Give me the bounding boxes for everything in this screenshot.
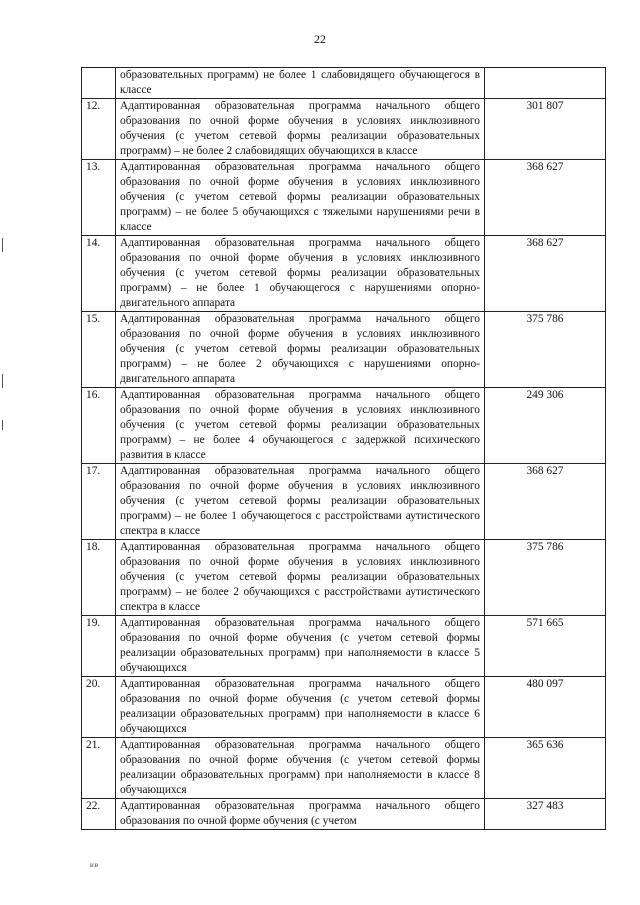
program-description: Адаптированная образовательная программа начального общего образования по очной форме обучения (с учетом сетевой формы реализации образовательных программ) при наполняемости в классе 5 обучающихся: [116, 616, 485, 677]
table-row: [82, 616, 606, 677]
row-number: 20.: [82, 677, 116, 738]
program-description: Адаптированная образовательная программа начального общего образования по очной форме обучения в условиях инклюзивного обучения (с учетом сетевой формы реализации образовательных программ) – не более 4 обучающегося с задержкой психического развития в классе: [116, 388, 485, 464]
amount-value: 249 306: [485, 388, 606, 464]
row-number: 21.: [82, 738, 116, 799]
table-row: [82, 799, 606, 830]
row-number: 13.: [82, 160, 116, 236]
row-number: 14.: [82, 236, 116, 312]
amount-value: 368 627: [485, 464, 606, 540]
scan-edge-mark: [2, 374, 3, 388]
table-row: [82, 99, 606, 160]
row-number: 16.: [82, 388, 116, 464]
scan-edge-mark: [2, 238, 3, 252]
row-number: 19.: [82, 616, 116, 677]
program-description: Адаптированная образовательная программа начального общего образования по очной форме обучения в условиях инклюзивного обучения (с учетом сетевой формы реализации образовательных программ) – не более 2 обучающихся с нарушениями опорно-двигательного аппарата: [116, 312, 485, 388]
program-description: Адаптированная образовательная программа начального общего образования по очной форме обучения (с учетом: [116, 799, 485, 830]
amount-value: 368 627: [485, 236, 606, 312]
program-description: Адаптированная образовательная программа начального общего образования по очной форме обучения (с учетом сетевой формы реализации образовательных программ) при наполняемости в классе 8 обучающихся: [116, 738, 485, 799]
amount-value: 365 636: [485, 738, 606, 799]
row-number: [82, 68, 116, 99]
table-row: [82, 738, 606, 799]
table-row: [82, 68, 606, 99]
scan-edge-mark: [2, 420, 3, 430]
amount-value: [485, 68, 606, 99]
amount-value: 327 483: [485, 799, 606, 830]
program-description: Адаптированная образовательная программа начального общего образования по очной форме обучения в условиях инклюзивного обучения (с учетом сетевой формы реализации образовательных программ) – не более 1 обучающегося с расстройствами аутистического спектра в классе: [116, 464, 485, 540]
table-row: [82, 677, 606, 738]
amount-value: 375 786: [485, 312, 606, 388]
amount-value: 480 097: [485, 677, 606, 738]
table-row: [82, 540, 606, 616]
table-row: [82, 160, 606, 236]
table-row: [82, 464, 606, 540]
program-description: Адаптированная образовательная программа начального общего образования по очной форме обучения в условиях инклюзивного обучения (с учетом сетевой формы реализации образовательных программ) – не более 2 обучающихся с расстройствами аутистического спектра в классе: [116, 540, 485, 616]
program-description: Адаптированная образовательная программа начального общего образования по очной форме обучения в условиях инклюзивного обучения (с учетом сетевой формы реализации образовательных программ) – не более 5 обучающихся с тяжелыми нарушениями речи в классе: [116, 160, 485, 236]
tariff-table: [81, 67, 606, 830]
row-number: 17.: [82, 464, 116, 540]
program-description: Адаптированная образовательная программа начального общего образования по очной форме обучения в условиях инклюзивного обучения (с учетом сетевой формы реализации образовательных программ) – не более 1 обучающегося с нарушениями опорно-двигательного аппарата: [116, 236, 485, 312]
page-number: 22: [314, 32, 326, 46]
row-number: 15.: [82, 312, 116, 388]
program-description: Адаптированная образовательная программа начального общего образования по очной форме обучения (с учетом сетевой формы реализации образовательных программ) при наполняемости в классе 6 обучающихся: [116, 677, 485, 738]
program-description: образовательных программ) не более 1 слабовидящего обучающегося в классе: [116, 68, 485, 99]
table-row: [82, 236, 606, 312]
amount-value: 301 807: [485, 99, 606, 160]
table-row: [82, 388, 606, 464]
table-row: [82, 312, 606, 388]
row-number: 18.: [82, 540, 116, 616]
row-number: 22.: [82, 799, 116, 830]
footer-mark: нв: [90, 861, 100, 869]
amount-value: 368 627: [485, 160, 606, 236]
amount-value: 375 786: [485, 540, 606, 616]
amount-value: 571 665: [485, 616, 606, 677]
program-description: Адаптированная образовательная программа начального общего образования по очной форме обучения в условиях инклюзивного обучения (с учетом сетевой формы реализации образовательных программ) – не более 2 слабовидящих обучающихся в классе: [116, 99, 485, 160]
row-number: 12.: [82, 99, 116, 160]
